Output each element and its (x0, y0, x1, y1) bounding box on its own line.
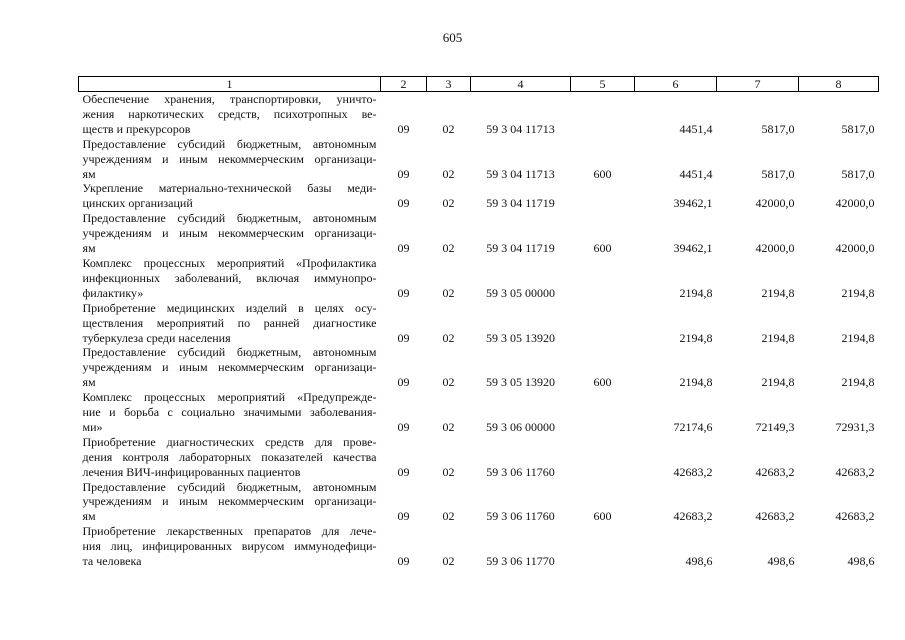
target-article-code: 59 3 04 11719 (486, 241, 555, 256)
subsection-code: 02 (442, 285, 455, 300)
row-name-line: цинских организаций (82, 196, 193, 211)
row-name-line: учреждениям и иным некоммерческим организаци- (82, 151, 377, 166)
section-code: 09 (397, 241, 410, 256)
table-row (79, 211, 879, 256)
page-number: 605 (442, 30, 463, 45)
amount-year-2: 2194,8 (761, 330, 795, 345)
column-header: 6 (635, 77, 717, 92)
row-name-line: ми» (82, 419, 103, 434)
row-name-line: Комплекс процессных мероприятий «Профилактика (82, 255, 377, 270)
amount-year-3: 42683,2 (835, 464, 875, 479)
row-name-line: учреждениям и иным некоммерческим организаци- (82, 360, 377, 375)
amount-year-3: 42000,0 (835, 196, 875, 211)
table-row (79, 301, 879, 346)
row-name-line: филактику» (82, 285, 144, 300)
amount-year-2: 5817,0 (761, 121, 795, 136)
amount-year-1: 2194,8 (679, 330, 713, 345)
amount-year-2: 2194,8 (761, 375, 795, 390)
subsection-code: 02 (442, 464, 455, 479)
row-name (79, 211, 381, 256)
section-code: 09 (397, 554, 410, 569)
column-header: 2 (381, 77, 427, 92)
column-header: 8 (799, 77, 879, 92)
amount-year-1: 2194,8 (679, 375, 713, 390)
amount-year-1: 2194,8 (679, 285, 713, 300)
row-name-line: ям (82, 166, 96, 181)
row-name-line: Приобретение медицинских изделий в целях осу- (82, 300, 377, 315)
column-header: 5 (571, 77, 635, 92)
amount-year-2: 5817,0 (761, 166, 795, 181)
section-code: 09 (397, 196, 410, 211)
table-header (79, 77, 879, 92)
section-code: 09 (397, 464, 410, 479)
subsection-code: 02 (442, 196, 455, 211)
section-code: 09 (397, 285, 410, 300)
row-name (79, 256, 381, 301)
column-header: 7 (717, 77, 799, 92)
amount-year-3: 42000,0 (835, 241, 875, 256)
row-name-line: ние и борьба с социально значимыми заболевания- (82, 405, 377, 420)
column-header: 1 (79, 77, 381, 92)
row-name-line: Предоставление субсидий бюджетным, автономным (82, 211, 377, 226)
amount-year-3: 72931,3 (835, 419, 875, 434)
amount-year-2: 498,6 (767, 554, 795, 569)
expense-type-code: 600 (593, 509, 612, 524)
target-article-code: 59 3 06 00000 (486, 419, 555, 434)
expense-type-code (571, 390, 635, 435)
table-row (79, 435, 879, 480)
row-name-line: Приобретение диагностических средств для прове- (82, 434, 377, 449)
expense-type-code (571, 301, 635, 346)
target-article-code: 59 3 04 11713 (486, 166, 555, 181)
row-name-line: туберкулеза среди населения (82, 330, 231, 345)
amount-year-2: 42683,2 (755, 509, 795, 524)
amount-year-1: 498,6 (685, 554, 713, 569)
header-row (79, 77, 879, 92)
row-name-line: ям (82, 375, 96, 390)
table-row (79, 256, 879, 301)
row-name-line: Предоставление субсидий бюджетным, автономным (82, 345, 377, 360)
amount-year-3: 2194,8 (841, 330, 875, 345)
column-header: 3 (427, 77, 471, 92)
amount-year-3: 5817,0 (841, 166, 875, 181)
column-header: 4 (471, 77, 571, 92)
expense-type-code: 600 (593, 166, 612, 181)
subsection-code: 02 (442, 121, 455, 136)
row-name (79, 92, 381, 137)
subsection-code: 02 (442, 241, 455, 256)
row-name-line: Предоставление субсидий бюджетным, автономным (82, 479, 377, 494)
table-row (79, 480, 879, 525)
amount-year-1: 42683,2 (673, 509, 713, 524)
amount-year-2: 42000,0 (755, 241, 795, 256)
row-name-line: ям (82, 241, 96, 256)
row-name-line: учреждениям и иным некоммерческим организаци- (82, 226, 377, 241)
row-name-line: Приобретение лекарственных препаратов для лече- (82, 524, 377, 539)
table-row (79, 390, 879, 435)
row-name (79, 181, 381, 211)
row-name-line: ям (82, 509, 96, 524)
subsection-code: 02 (442, 509, 455, 524)
table-body (79, 92, 879, 570)
section-code: 09 (397, 509, 410, 524)
subsection-code: 02 (442, 166, 455, 181)
amount-year-2: 42683,2 (755, 464, 795, 479)
section-code: 09 (397, 166, 410, 181)
amount-year-2: 42000,0 (755, 196, 795, 211)
amount-year-1: 4451,4 (679, 121, 713, 136)
amount-year-3: 2194,8 (841, 285, 875, 300)
amount-year-1: 72174,6 (673, 419, 713, 434)
amount-year-1: 39462,1 (673, 196, 713, 211)
table-row (79, 345, 879, 390)
amount-year-1: 42683,2 (673, 464, 713, 479)
section-code: 09 (397, 121, 410, 136)
row-name-line: учреждениям и иным некоммерческим организаци- (82, 494, 377, 509)
section-code: 09 (397, 375, 410, 390)
subsection-code: 02 (442, 554, 455, 569)
row-name (79, 480, 381, 525)
table-row (79, 181, 879, 211)
table-row (79, 92, 879, 137)
target-article-code: 59 3 05 13920 (486, 375, 555, 390)
amount-year-2: 72149,3 (755, 419, 795, 434)
expense-type-code (571, 181, 635, 211)
row-name-line: Обеспечение хранения, транспортировки, уничто- (82, 92, 377, 106)
table-row (79, 137, 879, 182)
subsection-code: 02 (442, 375, 455, 390)
amount-year-3: 2194,8 (841, 375, 875, 390)
row-name (79, 345, 381, 390)
amount-year-1: 39462,1 (673, 241, 713, 256)
amount-year-3: 42683,2 (835, 509, 875, 524)
row-name-line: ществления мероприятий по ранней диагностике (82, 315, 377, 330)
row-name-line: инфекционных заболеваний, включая иммунопро- (82, 270, 377, 285)
target-article-code: 59 3 06 11760 (486, 464, 555, 479)
expense-type-code: 600 (593, 375, 612, 390)
row-name-line: ния лиц, инфицированных вирусом иммунодефици- (82, 539, 377, 554)
expense-type-code (571, 435, 635, 480)
amount-year-1: 4451,4 (679, 166, 713, 181)
target-article-code: 59 3 04 11713 (486, 121, 555, 136)
row-name (79, 301, 381, 346)
subsection-code: 02 (442, 330, 455, 345)
row-name (79, 435, 381, 480)
section-code: 09 (397, 330, 410, 345)
expense-type-code (571, 524, 635, 569)
row-name-line: та человека (82, 554, 142, 569)
target-article-code: 59 3 05 00000 (486, 285, 555, 300)
row-name-line: Укрепление материально-технической базы меди- (82, 181, 377, 196)
row-name-line: жения наркотических средств, психотропных ве- (82, 106, 377, 121)
row-name (79, 390, 381, 435)
budget-table (78, 76, 879, 569)
row-name-line: лечения ВИЧ-инфицированных пациентов (82, 464, 301, 479)
expense-type-code (571, 92, 635, 137)
amount-year-3: 498,6 (847, 554, 875, 569)
row-name-line: Предоставление субсидий бюджетным, автономным (82, 136, 377, 151)
row-name (79, 137, 381, 182)
target-article-code: 59 3 04 11719 (486, 196, 555, 211)
row-name-line: Комплекс процессных мероприятий «Предупрежде- (82, 390, 377, 405)
target-article-code: 59 3 05 13920 (486, 330, 555, 345)
row-name-line: дения контроля лабораторных показателей качества (82, 449, 377, 464)
target-article-code: 59 3 06 11770 (486, 554, 555, 569)
row-name-line: ществ и прекурсоров (82, 121, 191, 136)
expense-type-code (571, 256, 635, 301)
expense-type-code: 600 (593, 241, 612, 256)
row-name (79, 524, 381, 569)
amount-year-3: 5817,0 (841, 121, 875, 136)
table-row (79, 524, 879, 569)
subsection-code: 02 (442, 419, 455, 434)
amount-year-2: 2194,8 (761, 285, 795, 300)
target-article-code: 59 3 06 11760 (486, 509, 555, 524)
section-code: 09 (397, 419, 410, 434)
